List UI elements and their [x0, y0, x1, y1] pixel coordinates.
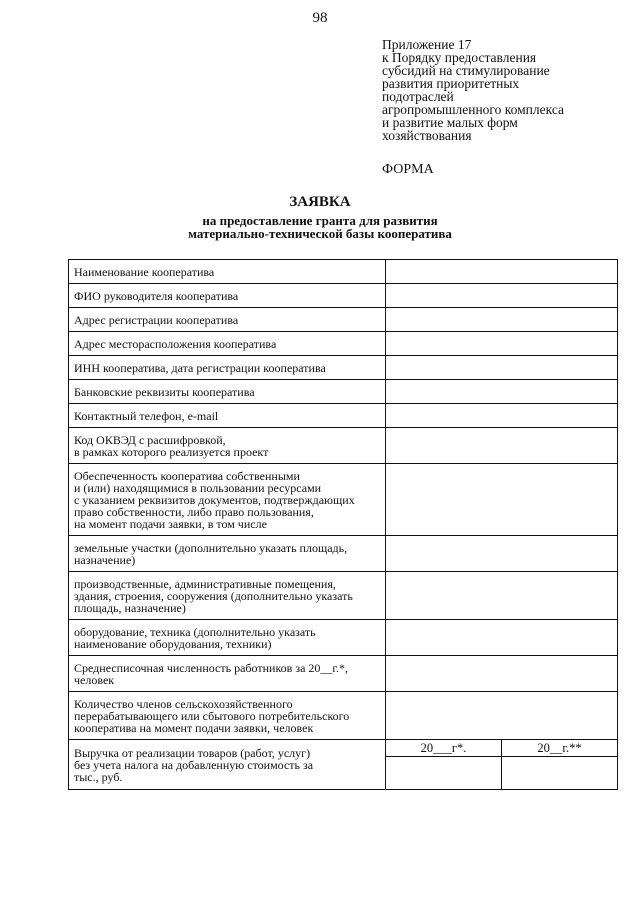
form-row-value-cell[interactable] [386, 656, 618, 692]
form-row-value-cell[interactable] [386, 464, 618, 536]
document-subtitle [0, 214, 640, 240]
form-row [69, 692, 618, 740]
form-row-label-line: земельные участки (дополнительно указать площадь, [74, 540, 348, 555]
revenue-row [69, 740, 618, 757]
form-row-label-line: наименование оборудования, техники) [74, 636, 272, 651]
form-row-label-line: Контактный телефон, e-mail [74, 408, 219, 423]
form-row-value-cell[interactable] [386, 260, 618, 284]
subtitle-line: на предоставление гранта для развития [202, 213, 438, 228]
form-row-value-cell[interactable] [386, 404, 618, 428]
form-row-value-cell[interactable] [386, 572, 618, 620]
form-row-value-cell[interactable] [386, 428, 618, 464]
form-row [69, 332, 618, 356]
form-label: ФОРМА [382, 162, 434, 177]
form-row-label-cell [69, 428, 386, 464]
revenue-label-line: без учета налога на добавленную стоимость за [74, 757, 314, 772]
form-row-value-cell[interactable] [386, 308, 618, 332]
subtitle-line: материально-технической базы кооператива [188, 226, 452, 241]
form-row-label-cell [69, 404, 386, 428]
form-row-label-cell [69, 308, 386, 332]
form-row-label-cell [69, 464, 386, 536]
form-row-label-line: здания, строения, сооружения (дополнительно указать [74, 588, 353, 603]
appendix-line: и развитие малых форм [382, 115, 518, 130]
appendix-line: хозяйствования [382, 128, 472, 143]
form-row-label-cell [69, 260, 386, 284]
page-number: 98 [312, 10, 328, 26]
form-row [69, 428, 618, 464]
form-row-label-cell [69, 656, 386, 692]
form-row-value-cell[interactable] [386, 332, 618, 356]
revenue-label-line: Выручка от реализации товаров (работ, услуг) [74, 745, 311, 760]
form-row [69, 464, 618, 536]
form-row-value-cell[interactable] [386, 284, 618, 308]
form-row-value-cell[interactable] [386, 380, 618, 404]
form-row-label-line: назначение) [74, 552, 136, 567]
form-row [69, 656, 618, 692]
form-row-label-line: и (или) находящимися в пользовании ресурсами [74, 480, 322, 495]
form-row [69, 284, 618, 308]
appendix-line: Приложение 17 [382, 37, 472, 52]
form-row [69, 308, 618, 332]
form-row-label-line: с указанием реквизитов документов, подтверждающих [74, 492, 355, 507]
form-row-label-line: право собственности, либо право пользования, [74, 504, 314, 519]
form-row-label-line: в рамках которого реализуется проект [74, 444, 269, 459]
form-row-label-line: ФИО руководителя кооператива [74, 288, 239, 303]
form-row-label-cell [69, 380, 386, 404]
form-row [69, 380, 618, 404]
document-title: ЗАЯВКА [289, 194, 351, 210]
form-row-label-line: производственные, административные помещения, [74, 576, 336, 591]
revenue-year2-header: 20__г.** [502, 740, 618, 757]
form-row [69, 536, 618, 572]
form-row [69, 356, 618, 380]
form-row-value-cell[interactable] [386, 692, 618, 740]
revenue-year1-header: 20___г*. [386, 740, 502, 757]
form-row-label-line: Наименование кооператива [74, 264, 215, 279]
form-row-label-line: ИНН кооператива, дата регистрации кооператива [74, 360, 326, 375]
form-row-label-line: Банковские реквизиты кооператива [74, 384, 255, 399]
appendix-line: развития приоритетных [382, 76, 520, 91]
appendix-line: субсидий на стимулирование [382, 63, 550, 78]
form-row-label-line: площадь, назначение) [74, 600, 186, 615]
form-row-label-line: Адрес регистрации кооператива [74, 312, 239, 327]
revenue-year2-value-cell[interactable] [502, 757, 618, 790]
form-row-label-cell [69, 692, 386, 740]
form-row-label-cell [69, 620, 386, 656]
form-row [69, 572, 618, 620]
appendix-line: агропромышленного комплекса [382, 102, 564, 117]
form-row-label-line: Среднесписочная численность работников за 20__г.*, [74, 660, 348, 675]
appendix-line: подотраслей [382, 89, 454, 104]
application-form-table [68, 259, 618, 790]
form-row [69, 620, 618, 656]
form-row [69, 260, 618, 284]
form-row-label-line: Количество членов сельскохозяйственного [74, 696, 293, 711]
form-row-value-cell[interactable] [386, 536, 618, 572]
revenue-year1-value-cell[interactable] [386, 757, 502, 790]
appendix-line: к Порядку предоставления [382, 50, 537, 65]
form-row-label-line: Код ОКВЭД с расшифровкой, [74, 432, 226, 447]
appendix-block [382, 38, 632, 142]
revenue-label-line: тыс., руб. [74, 769, 123, 784]
form-table-body [69, 260, 618, 790]
form-row-label-cell [69, 536, 386, 572]
form-row-value-cell[interactable] [386, 620, 618, 656]
form-row-label-line: на момент подачи заявки, в том числе [74, 516, 267, 531]
revenue-label-cell [69, 740, 386, 790]
form-row-label-line: оборудование, техника (дополнительно указать [74, 624, 316, 639]
form-row-label-cell [69, 284, 386, 308]
form-row-label-line: человек [74, 672, 115, 687]
form-row-label-cell [69, 356, 386, 380]
form-row-label-cell [69, 572, 386, 620]
form-row-label-line: кооператива на момент подачи заявки, человек [74, 720, 314, 735]
form-row-value-cell[interactable] [386, 356, 618, 380]
form-row-label-line: Адрес месторасположения кооператива [74, 336, 277, 351]
form-row-label-line: Обеспеченность кооператива собственными [74, 468, 300, 483]
form-row [69, 404, 618, 428]
form-row-label-cell [69, 332, 386, 356]
form-row-label-line: перерабатывающего или сбытового потребительского [74, 708, 350, 723]
